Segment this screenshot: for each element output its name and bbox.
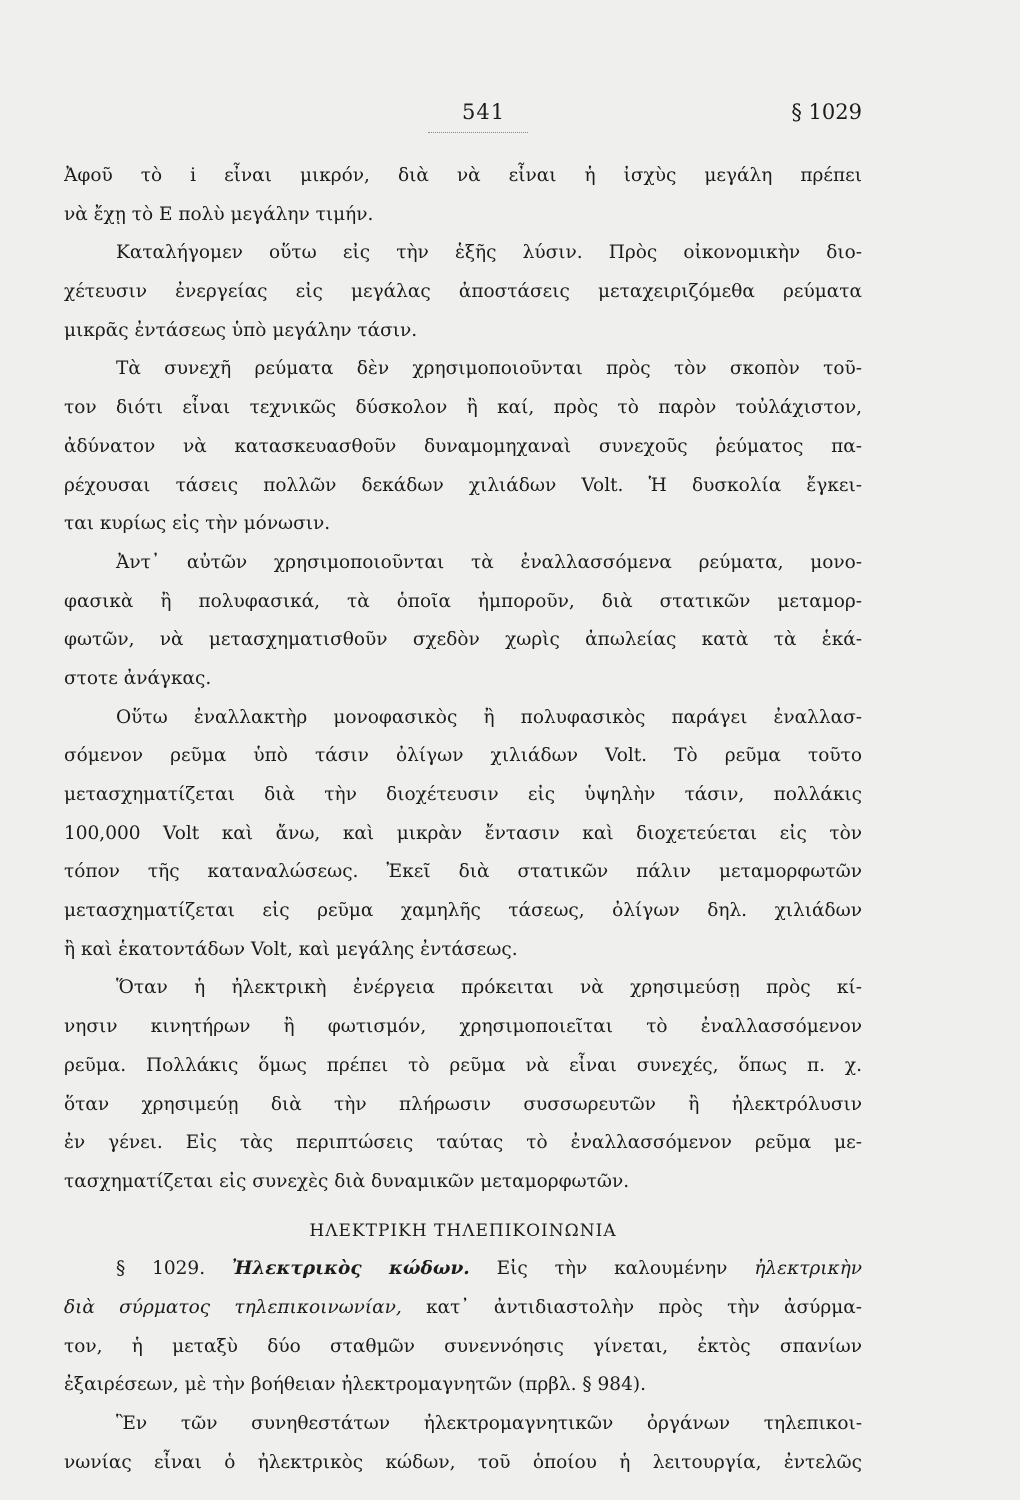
text-line: ἀδύνατον νὰ κατασκευασθοῦν δυναμομηχαναὶ συνεχοῦς ῥεύματος πα-	[64, 435, 862, 457]
text-line: Οὕτω ἐναλλακτὴρ μονοφασικὸς ἢ πολυφασικὸς παράγει ἐναλλασ-	[116, 706, 862, 728]
text-line: Καταλήγομεν οὕτω εἰς τὴν ἑξῆς λύσιν. Πρὸς οἰκονομικὴν διο-	[116, 242, 862, 264]
text-line: τασχηματίζεται εἰς συνεχὲς διὰ δυναμικῶν μεταμορφωτῶν.	[64, 1170, 630, 1192]
text-line: 100,000 Volt καὶ ἄνω, καὶ μικρὰν ἔντασιν καὶ διοχετεύεται εἰς τὸν	[64, 822, 862, 844]
section-number: § 1029.	[116, 1258, 206, 1280]
text-fragment: Εἰς τὴν καλουμένην	[496, 1258, 728, 1280]
text-line: ἢ καὶ ἑκατοντάδων Volt, καὶ μεγάλης ἐντάσεως.	[64, 938, 518, 960]
text-line: νὰ ἔχῃ τὸ E πολὺ μεγάλην τιμήν.	[64, 203, 374, 225]
text-line: ἐξαιρέσεων, μὲ τὴν βοήθειαν ἠλεκτρομαγνητῶν (πρβλ. § 984).	[64, 1374, 646, 1396]
text-line: ἐν γένει. Εἰς τὰς περιπτώσεις ταύτας τὸ ἐναλλασσόμενον ρεῦμα με-	[64, 1132, 862, 1154]
page-number: 541	[462, 100, 506, 124]
text-fragment-italic: διὰ σύρματος τηλεπικοινωνίαν,	[64, 1296, 402, 1318]
text-line: ρεῦμα. Πολλάκις ὅμως πρέπει τὸ ρεῦμα νὰ εἶναι συνεχές, ὅπως π. χ.	[64, 1054, 862, 1076]
text-line: νησιν κινητήρων ἢ φωτισμόν, χρησιμοποιεῖται τὸ ἐναλλασσόμενον	[64, 1016, 862, 1038]
text-line: στοτε ἀνάγκας.	[64, 667, 212, 689]
text-line: Ἀντ᾽ αὐτῶν χρησιμοποιοῦνται τὰ ἐναλλασσόμενα ρεύματα, μονο-	[116, 551, 862, 573]
text-line: Ὅταν ἡ ἠλεκτρικὴ ἐνέργεια πρόκειται νὰ χρησιμεύσῃ πρὸς κί-	[116, 977, 862, 999]
text-line: τον, ἡ μεταξὺ δύο σταθμῶν συνεννόησις γίνεται, ἐκτὸς σπανίων	[64, 1335, 862, 1357]
section-heading: ΗΛΕΚΤΡΙΚΗ ΤΗΛΕΠΙΚΟΙΝΩΝΙΑ	[309, 1220, 617, 1241]
text-line: ὅταν χρησιμεύῃ διὰ τὴν πλήρωσιν συσσωρευτῶν ἢ ἠλεκτρόλυσιν	[64, 1093, 862, 1115]
page-header	[0, 100, 1020, 140]
text-fragment: κατ᾽ ἀντιδιαστολὴν πρὸς τὴν ἀσύρμα-	[426, 1296, 862, 1318]
text-line: τόπον τῆς καταναλώσεως. Ἐκεῖ διὰ στατικῶν πάλιν μεταμορφωτῶν	[64, 861, 862, 883]
text-line: ται κυρίως εἰς τὴν μόνωσιν.	[64, 513, 331, 535]
section-second-line	[64, 1289, 862, 1328]
text-line: Τὰ συνεχῆ ρεύματα δὲν χρησιμοποιοῦνται πρὸς τὸν σκοπὸν τοῦ-	[116, 358, 862, 380]
text-line: Ἀφοῦ τὸ i εἶναι μικρόν, διὰ νὰ εἶναι ἡ ἰσχὺς μεγάλη πρέπει	[64, 165, 862, 186]
text-line: σόμενον ρεῦμα ὑπὸ τάσιν ὀλίγων χιλιάδων Volt. Τὸ ρεῦμα τοῦτο	[64, 745, 862, 767]
section-first-line	[64, 1250, 862, 1289]
text-line: ρέχουσαι τάσεις πολλῶν δεκάδων χιλιάδων Volt. Ἡ δυσκολία ἔγκει-	[64, 474, 862, 496]
text-line: μετασχηματίζεται διὰ τὴν διοχέτευσιν εἰς ὑψηλὴν τάσιν, πολλάκις	[64, 784, 862, 805]
text-line: μικρᾶς ἐντάσεως ὑπὸ μεγάλην τάσιν.	[64, 319, 418, 341]
header-rule	[428, 132, 528, 133]
section-title: Ἠλεκτρικὸς κώδων.	[231, 1258, 470, 1280]
text-line: χέτευσιν ἐνεργείας εἰς μεγάλας ἀποστάσεις μεταχειριζόμεθα ρεύματα	[64, 281, 862, 303]
text-line: μετασχηματίζεται εἰς ρεῦμα χαμηλῆς τάσεως, ὀλίγων δηλ. χιλιάδων	[64, 900, 862, 922]
running-section-reference: § 1029	[791, 100, 862, 124]
text-line: Ἓν τῶν συνηθεστάτων ἠλεκτρομαγνητικῶν ὀργάνων τηλεπικοι-	[116, 1413, 862, 1434]
text-fragment-italic: ἠλεκτρικὴν	[754, 1258, 862, 1280]
text-line: φωτῶν, νὰ μετασχηματισθοῦν σχεδὸν χωρὶς ἀπωλείας κατὰ τὰ ἑκά-	[64, 629, 862, 651]
text-line: τον διότι εἶναι τεχνικῶς δύσκολον ἢ καί, πρὸς τὸ παρὸν τοὐλάχιστον,	[64, 397, 862, 419]
text-line: φασικὰ ἢ πολυφασικά, τὰ ὁποῖα ἠμποροῦν, διὰ στατικῶν μεταμορ-	[64, 590, 862, 612]
text-line: νωνίας εἶναι ὁ ἠλεκτρικὸς κώδων, τοῦ ὁποίου ἡ λειτουργία, ἐντελῶς	[64, 1451, 862, 1473]
body-text	[64, 157, 862, 1482]
